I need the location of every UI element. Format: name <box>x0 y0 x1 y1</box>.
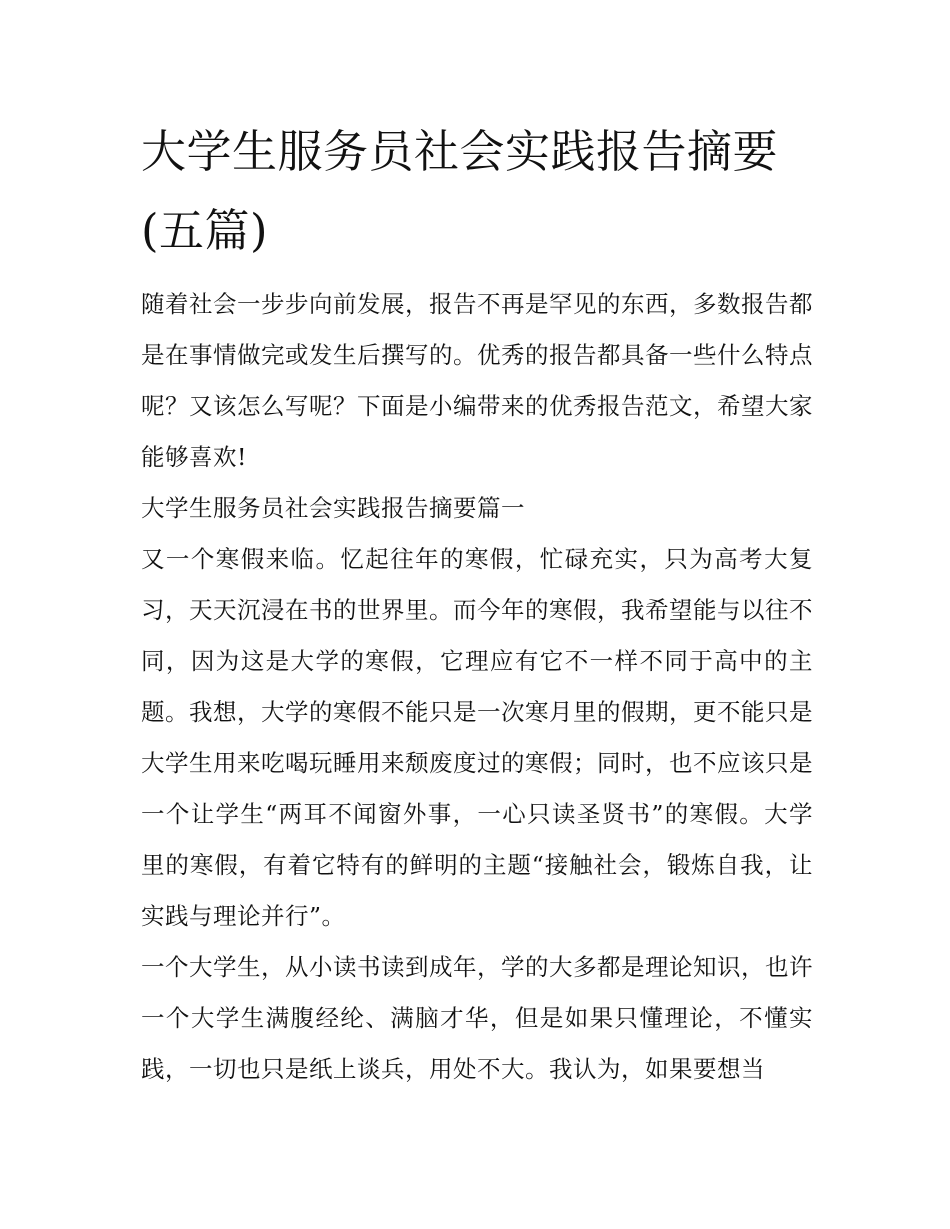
body-paragraph-2: 一个大学生，从小读书读到成年，学的大多都是理论知识，也许一个大学生满腹经纶、满脑才华，但是如果只懂理论，不懂实践，一切也只是纸上谈兵，用处不大。我认为，如果要想当 <box>141 953 813 1083</box>
document-content <box>141 112 813 1095</box>
document-body <box>141 279 813 1095</box>
document-title: 大学生服务员社会实践报告摘要(五篇) <box>141 125 779 257</box>
intro-paragraph: 随着社会一步步向前发展，报告不再是罕见的东西，多数报告都是在事情做完或发生后撰写的。优秀的报告都具备一些什么特点呢？又该怎么写呢？下面是小编带来的优秀报告范文，希望大家能够喜欢! <box>141 290 813 471</box>
body-paragraph-1: 又一个寒假来临。忆起往年的寒假，忙碌充实，只为高考大复习，天天沉浸在书的世界里。而今年的寒假，我希望能与以往不同，因为这是大学的寒假，它理应有它不一样不同于高中的主题。我想，大学的寒假不能只是一次寒月里的假期，更不能只是大学生用来吃喝玩睡用来颓废度过的寒假；同时，也不应该只是一个让学生“两耳不闻窗外事，一心只读圣贤书”的寒假。大学里的寒假，有着它特有的鲜明的主题“接触社会，锻炼自我，让实践与理论并行”。 <box>141 545 813 930</box>
section-heading: 大学生服务员社会实践报告摘要篇一 <box>141 494 525 522</box>
